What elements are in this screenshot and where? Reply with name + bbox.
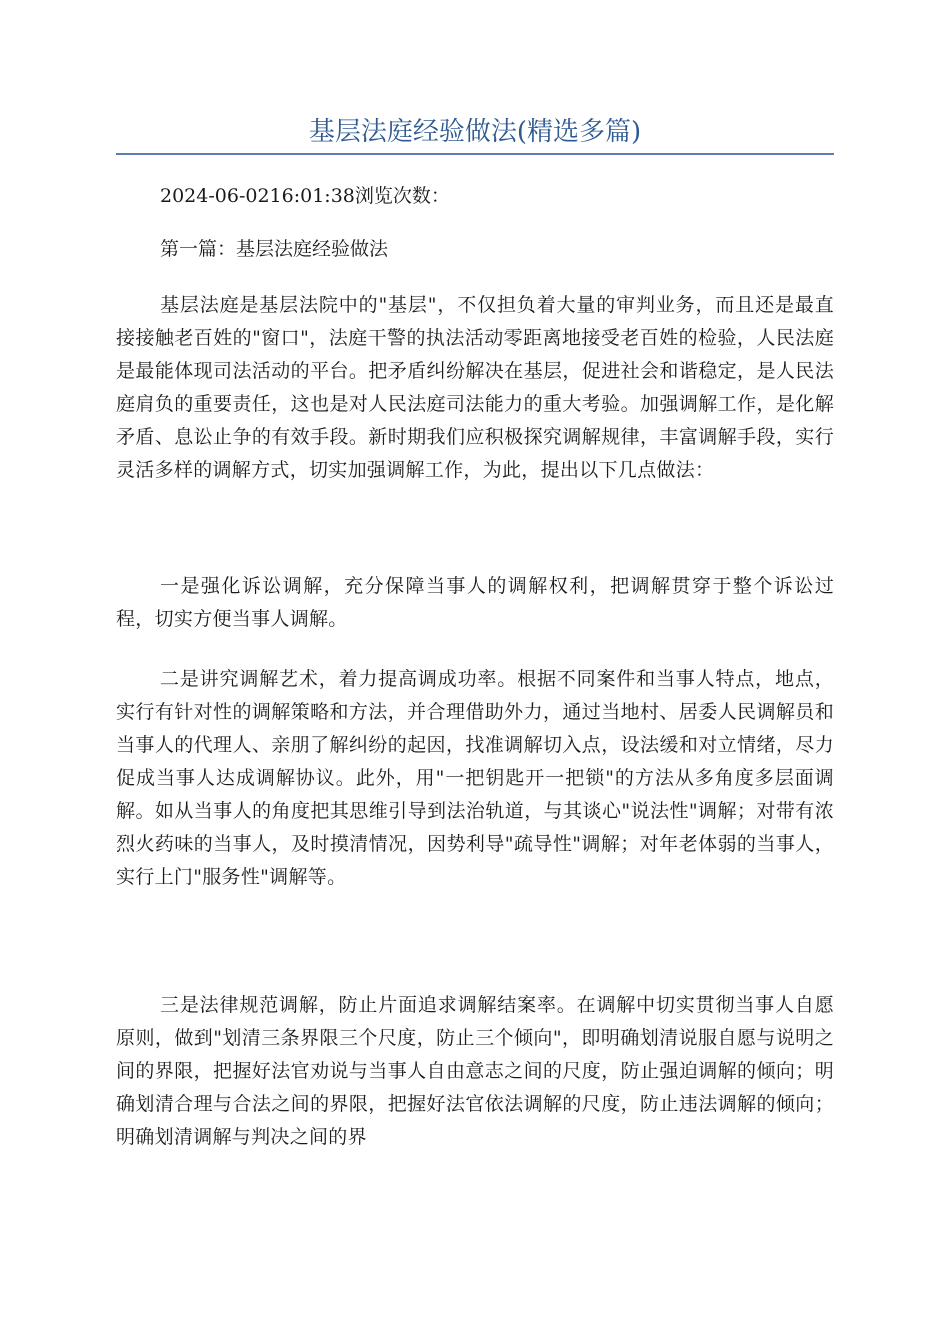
publish-meta: 2024-06-0216:01:38浏览次数：: [160, 185, 450, 207]
paragraph-point-two: 二是讲究调解艺术，着力提高调成功率。根据不同案件和当事人特点，地点，实行有针对性的调解策略和方法，并合理借助外力，通过当地村、居委人民调解员和当事人的代理人、亲朋了解纠纷的起因，找准调解切入点，设法缓和对立情绪，尽力促成当事人达成调解协议。此外，用"一把钥匙开一把锁"的方法从多角度多层面调解。如从当事人的角度把其思维引导到法治轨道，与其谈心"说法性"调解；对带有浓烈火药味的当事人，及时摸清情况，因势利导"疏导性"调解；对年老体弱的当事人，实行上门"服务性"调解等。: [116, 668, 834, 888]
section-heading: 第一篇：基层法庭经验做法: [160, 238, 389, 260]
document-title: 基层法庭经验做法(精选多篇): [308, 117, 642, 147]
paragraph-point-three: 三是法律规范调解，防止片面追求调解结案率。在调解中切实贯彻当事人自愿原则，做到"划清三条界限三个尺度，防止三个倾向"，即明确划清说服自愿与说明之间的界限，把握好法官劝说与当事人自由意志之间的尺度，防止强迫调解的倾向；明确划清合理与合法之间的界限，把握好法官依法调解的尺度，防止违法调解的倾向；明确划清调解与判决之间的界: [116, 994, 834, 1148]
paragraph-intro: 基层法庭是基层法院中的"基层"，不仅担负着大量的审判业务，而且还是最直接接触老百姓的"窗口"，法庭干警的执法活动零距离地接受老百姓的检验，人民法庭是最能体现司法活动的平台。把矛盾纠纷解决在基层，促进社会和谐稳定，是人民法庭肩负的重要责任，这也是对人民法庭司法能力的重大考验。加强调解工作，是化解矛盾、息讼止争的有效手段。新时期我们应积极探究调解规律，丰富调解手段，实行灵活多样的调解方式，切实加强调解工作，为此，提出以下几点做法：: [116, 294, 834, 481]
paragraph-point-one: 一是强化诉讼调解，充分保障当事人的调解权利，把调解贯穿于整个诉讼过程，切实方便当事人调解。: [116, 575, 834, 630]
title-underline: [116, 153, 834, 155]
